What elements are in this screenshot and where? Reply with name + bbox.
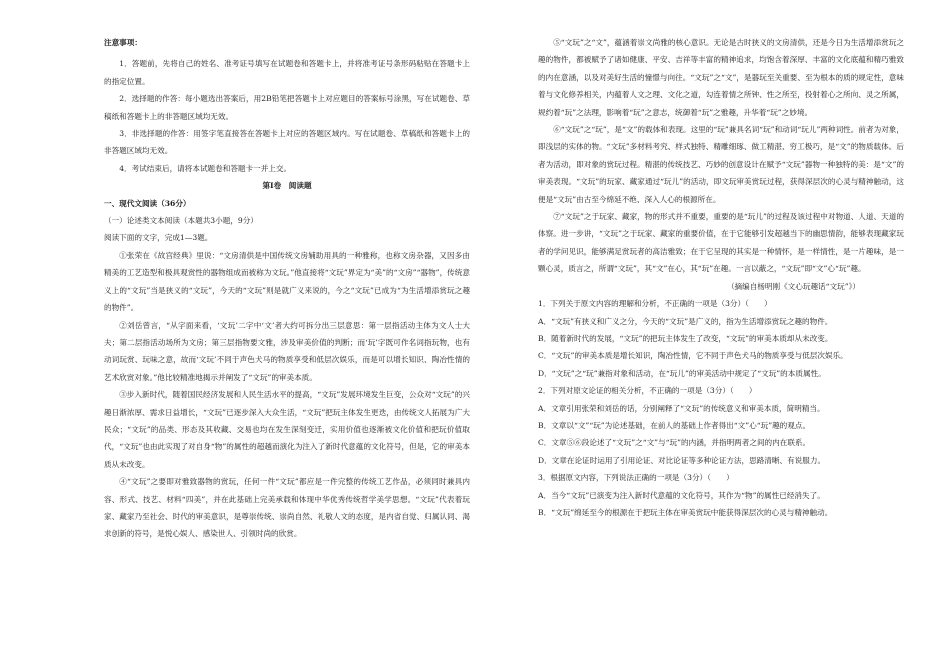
left-paragraph: 注意事项： bbox=[104, 38, 142, 47]
right-paragraph: A．当今“文玩”已演变为注入新时代意蕴的文化符号，其作为“物”的属性已经消失了。 bbox=[538, 490, 825, 500]
left-paragraph: （一）论述类文本阅读（本题共3小题，9分） bbox=[104, 216, 258, 226]
right-paragraph: B．随着新时代的发展，“文玩”的把玩主体发生了改变，“文玩”的审美本质却从未改变。 bbox=[538, 333, 833, 343]
right-paragraph: B．“文玩”绵延至今的根源在于把玩主体在审美赏玩中能获得深层次的心灵与精神触动。 bbox=[538, 507, 833, 517]
right-paragraph: C．文章⑤⑥段论述了“文玩”之“文”与“玩”的内涵，并指明两者之间的内在联系。 bbox=[538, 438, 811, 448]
right-paragraph: A．文章引用张荣和刘岳的话，分别阐释了“文玩”的传统意义和审美本质，简明精当。 bbox=[538, 403, 825, 413]
left-paragraph: ③步入新时代，随着国民经济发展和人民生活水平的提高，“文玩”发展环境发生巨变，公众对“文玩”的兴趣日渐浓厚、需求日益增长，“文玩”已逐步深入大众生活，“文玩”把玩主体发生更迭，由传统文人拓展为广大民众；“文玩”的品类、形态及其收藏、交易也均在发生深刻变迁，实用价值也逐渐被文化价值和把玩价值取代，“文玩”也由此实现了对自身“物”的属性的超越而演化为注入了新时代意蕴的文化符号，但是，它的审美本质从未改变。 bbox=[104, 390, 470, 469]
right-paragraph: D．文章在论证时运用了引用论证、对比论证等多种论证方法，思路清晰、有说服力。 bbox=[538, 455, 826, 465]
left-paragraph: 第Ⅰ卷 阅读题 bbox=[262, 181, 312, 191]
left-paragraph: ④“文玩”之要即对雅致器物的赏玩，任何一件“文玩”都应是一件完整的传统工艺作品，必须同时兼具内容、形式、技艺、材料“四美”，并在此基础上完美承载和体现中华优秀传统哲学美学思想。“文玩”代表着玩家、藏家乃至社会、时代的审美意识，是尊崇传统、崇尚自然、礼敬人文的态度，是内省自觉、归属认同、渴求创新的符号，是悦心娱人、感染世人、引领时尚的欣赏。 bbox=[104, 477, 470, 539]
right-paragraph: 2．下列对原文论证的相关分析，不正确的一项是（3分）（ ） bbox=[538, 386, 757, 396]
right-paragraph: C．“文玩”的审美本质是增长知识，陶冶性情，它不同于声色犬马的物质享受与低层次娱乐。 bbox=[538, 351, 848, 361]
left-paragraph: 4．考试结束后，请将本试题卷和答题卡一并上交。 bbox=[119, 163, 292, 173]
right-paragraph: ⑥“文玩”之“玩”，是“文”的载体和表现。这里的“玩”兼具名词“玩”和动词“玩儿”两种词性。前者为对象，即浅层的实体的物。“文玩”多材料考究、样式独特、精雕细琢、做工精湛、穷工极巧，是“文”的物质载体。后者为活动，即对象的赏玩过程。精湛的传统技艺、巧妙的创意设计在赋予“文玩”器物一种独特的美：是“文”的审美表现。“文玩”的玩家、藏家通过“玩儿”的活动，即文玩审美赏玩过程，获得深层次的心灵与精神触动，这便是“文玩”由古至今绵延不绝、深入人心的根源所在。 bbox=[538, 125, 904, 204]
right-paragraph: B．文章以“文”“玩”为论述基础，在前人的基础上作者得出“文”心“玩”趣的观点。 bbox=[538, 420, 811, 430]
right-paragraph: A．“文玩”有狭义和广义之分，今天的“文玩”是广义的，指为生活增添赏玩之趣的物件。 bbox=[538, 316, 833, 326]
right-paragraph: D．“文玩”之“玩”兼指对象和活动，在“玩儿”的审美活动中规定了“文玩”的本质属性。 bbox=[538, 368, 826, 378]
right-paragraph: 1．下列关于原文内容的理解和分析，不正确的一项是（3分）（ ） bbox=[538, 299, 772, 309]
right-column bbox=[538, 34, 904, 521]
right-paragraph: ⑦“文玩”之于玩家、藏家，物的形式并不重要，重要的是“玩儿”的过程及该过程中对物道、人道、天道的体察。进一步讲，“文玩”之于玩家、藏家的重要价值，在于它能够引发超越当下的幽思情韵，能够表现藏家玩者的学问见识，能够满足赏玩者的高洁雅致；在于它呈现的其实是一种情怀，是一样情性，是一片趣味，是一颗心灵，质言之，所谓“文玩”，其“文”在心，其“玩”在趣。一言以蔽之，“文玩”即“文”心“玩”趣。 bbox=[538, 212, 904, 274]
left-paragraph: 2．选择题的作答：每小题选出答案后，用2B铅笔把答题卡上对应题目的答案标号涂黑，写在试题卷、草稿纸和答题卡上的非答题区域均无效。 bbox=[104, 94, 470, 121]
left-paragraph: 阅读下面的文字，完成1—3题。 bbox=[104, 233, 213, 243]
left-column bbox=[104, 34, 470, 543]
right-paragraph: （摘编自杨明刚《文心玩趣话“文玩”》） bbox=[726, 281, 860, 291]
left-paragraph: ①张荣在《故宫经典》里说：“文房清供是中国传统文房辅助用具的一种雅称，也称文房杂器，又因多由精美的工艺造型和极具观赏性的器物组成而被称为文玩。”他直接将“文玩”界定为“美”的“文房”“器物”，传统意义上的“文玩”当是狭义的“文玩”，今天的“文玩”则是就广义来说的，今之“文玩”已成为“为生活增添赏玩之趣的物件”。 bbox=[104, 250, 470, 313]
left-paragraph: 一、现代文阅读（36分） bbox=[104, 198, 191, 208]
left-paragraph: 1．答题前，先将自己的姓名、准考证号填写在试题卷和答题卡上，并将准考证号条形码粘贴在答题卡上的指定位置。 bbox=[104, 59, 470, 86]
left-paragraph: ②刘岳曾言，“从字面来看，‘文玩’二字中‘文’者大约可拆分出三层意思：第一层指活动主体为文人士大夫；第二层指活动场所为文房；第三层指物要文雅，涉及审美价值的判断；而‘玩’字既可作名词指玩物，也有动词玩赏、玩味之意，故而‘文玩’不同于声色犬马的物质享受和低层次娱乐，而是可以增长知识、陶冶性情的艺术欣赏对象。”他比较精准地揭示并阐发了“文玩”的审美本质。 bbox=[104, 320, 470, 382]
right-paragraph: ⑤“文玩”之“文”，蕴涵着崇文尚雅的核心意识。无论是古时狭义的文房清供，还是今日为生活增添赏玩之趣的物件，都被赋予了诸如健康、平安、吉祥等丰富的精神追求，均饱含着深厚、丰富的文化底蕴和精巧雅致的内在意涵，以及对美好生活的憧憬与向往。“文玩”之“文”，是器玩至关重要、至为根本的质的规定性，意味着与文化修养相关，内蕴着人文之理、文化之道，勾连着情之所钟、性之所至，投射着心之所向、灵之所属，规约着“玩”之法理，影响着“玩”之意志，统御着“玩”之雅趣，升华着“玩”之妙境。 bbox=[538, 38, 904, 117]
left-paragraph: 3．非选择题的作答：用签字笔直接答在答题卡上对应的答题区域内。写在试题卷、草稿纸和答题卡上的非答题区域均无效。 bbox=[104, 129, 470, 156]
right-paragraph: 3．根据原文内容，下列说法正确的一项是（3分）（ ） bbox=[538, 473, 734, 483]
